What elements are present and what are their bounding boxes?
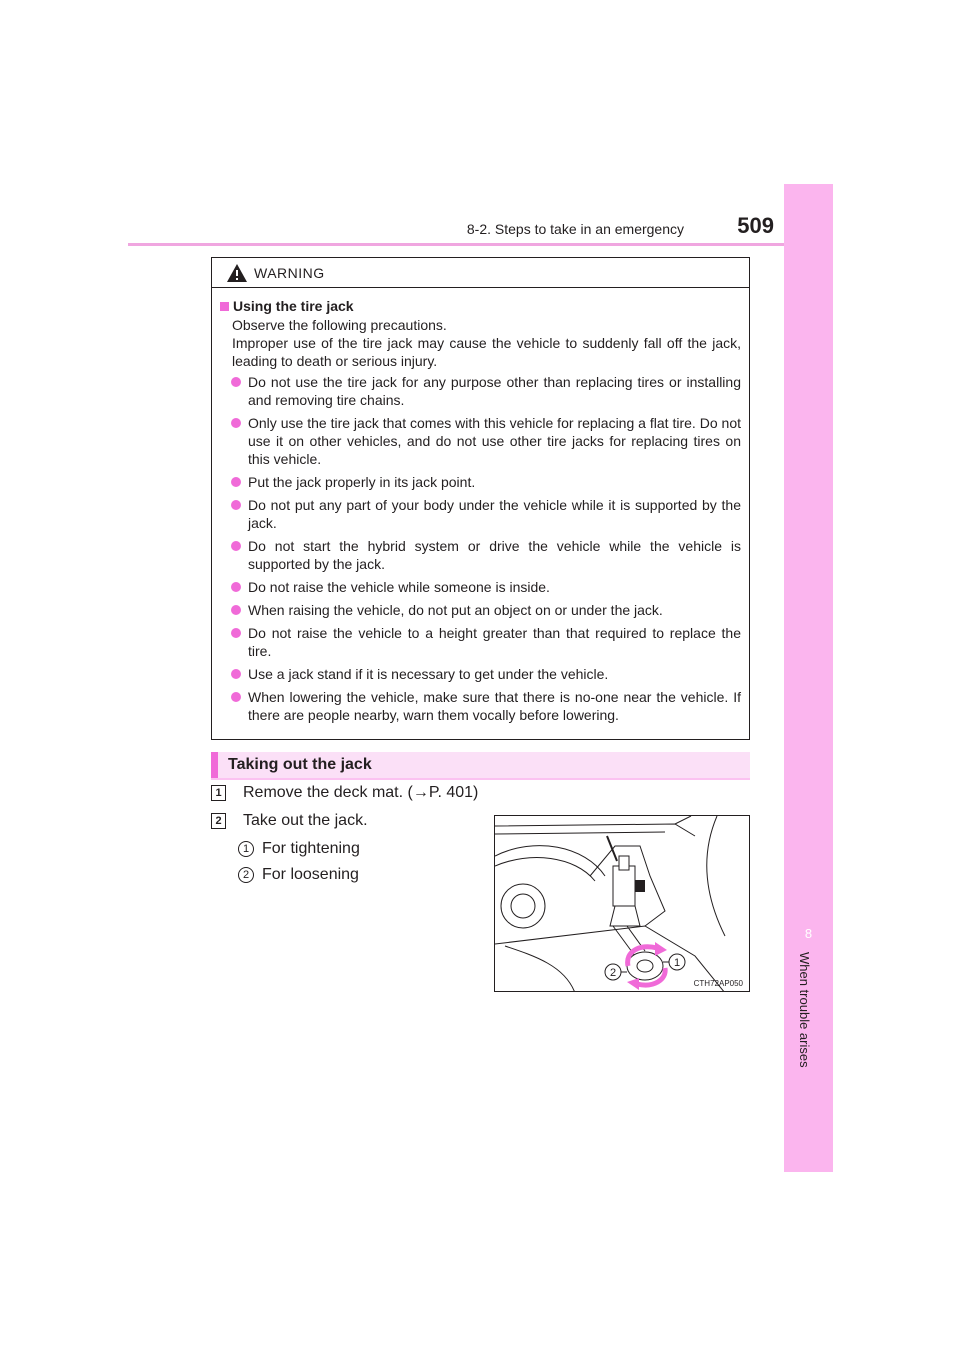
- warning-intro-line: Observe the following precautions.: [232, 317, 447, 333]
- sub-item-tightening: [238, 840, 360, 858]
- warning-bullet-list: [220, 373, 741, 724]
- figure-callout-2: 2: [609, 967, 617, 979]
- figure-code: CTH72AP050: [693, 979, 743, 988]
- bullet-dot-icon: [231, 377, 241, 387]
- step-1: [211, 784, 478, 802]
- bullet-dot-icon: [231, 418, 241, 428]
- warning-body: [212, 289, 749, 729]
- circled-number: 2: [238, 867, 254, 883]
- bullet-text: Put the jack properly in its jack point.: [248, 474, 476, 490]
- list-item: [220, 665, 741, 683]
- bullet-text: When lowering the vehicle, make sure that there is no-one near the vehicle. If there are people nearby, warn them vocally before lowering.: [248, 689, 741, 723]
- bullet-text: When raising the vehicle, do not put an object on or under the jack.: [248, 602, 663, 618]
- bullet-text: Use a jack stand if it is necessary to get under the vehicle.: [248, 666, 609, 682]
- warning-label: WARNING: [254, 264, 325, 281]
- jack-illustration: [494, 815, 750, 992]
- bullet-dot-icon: [231, 669, 241, 679]
- list-item: [220, 537, 741, 573]
- warning-triangle-icon: [226, 263, 248, 283]
- list-item: [220, 373, 741, 409]
- warning-intro: [220, 316, 741, 370]
- circled-number: 1: [238, 841, 254, 857]
- step-text: Remove the deck mat. (→P. 401): [243, 784, 479, 801]
- bullet-dot-icon: [231, 500, 241, 510]
- warning-heading-text: Using the tire jack: [233, 298, 354, 314]
- list-item: [220, 601, 741, 619]
- bullet-dot-icon: [231, 628, 241, 638]
- step-number-badge: 2: [211, 813, 226, 829]
- bullet-dot-icon: [231, 477, 241, 487]
- bullet-text: Do not raise the vehicle to a height greater than that required to replace the tire.: [248, 625, 741, 659]
- warning-box: [211, 257, 750, 740]
- chapter-number: 8: [804, 926, 813, 941]
- list-item: [220, 414, 741, 468]
- bullet-dot-icon: [231, 605, 241, 615]
- figure-callout-1: 1: [673, 957, 681, 969]
- section-heading: Taking out the jack: [211, 752, 750, 778]
- chapter-side-tab[interactable]: [784, 184, 833, 1172]
- square-bullet-icon: [220, 302, 229, 311]
- list-item: [220, 578, 741, 596]
- bullet-text: Do not start the hybrid system or drive the vehicle while the vehicle is supported by the jack.: [248, 538, 741, 572]
- page-number: 509: [737, 213, 774, 238]
- bullet-dot-icon: [231, 541, 241, 551]
- warning-header: [212, 258, 749, 288]
- sub-item-loosening: [238, 866, 359, 884]
- bullet-text: Only use the tire jack that comes with this vehicle for replacing a flat tire. Do not use it on other vehicles, and do not use other tire jacks for replacing tires on this vehicle.: [248, 415, 741, 467]
- warning-intro-line: Improper use of the tire jack may cause the vehicle to suddenly fall off the jack, leading to death or serious injury.: [232, 335, 741, 369]
- chapter-number-block: [784, 926, 833, 946]
- bullet-text: Do not raise the vehicle while someone is inside.: [248, 579, 550, 595]
- bullet-dot-icon: [231, 692, 241, 702]
- jack-drawing: [495, 816, 750, 992]
- bullet-dot-icon: [231, 582, 241, 592]
- section-heading-underline: [211, 778, 750, 780]
- header-divider: [128, 243, 832, 246]
- sub-item-text: For tightening: [262, 840, 360, 857]
- step-2: [211, 812, 368, 830]
- step-text: Take out the jack.: [243, 812, 368, 829]
- step-number-badge: 1: [211, 785, 226, 801]
- list-item: [220, 496, 741, 532]
- bullet-text: Do not use the tire jack for any purpose other than replacing tires or installing and removing tire chains.: [248, 374, 741, 408]
- list-item: [220, 473, 741, 491]
- warning-heading: [220, 297, 741, 315]
- list-item: [220, 688, 741, 724]
- section-title: 8-2. Steps to take in an emergency: [466, 221, 684, 237]
- chapter-title: When trouble arises: [797, 952, 812, 1068]
- list-item: [220, 624, 741, 660]
- sub-item-text: For loosening: [262, 866, 359, 883]
- bullet-text: Do not put any part of your body under the vehicle while it is supported by the jack.: [248, 497, 741, 531]
